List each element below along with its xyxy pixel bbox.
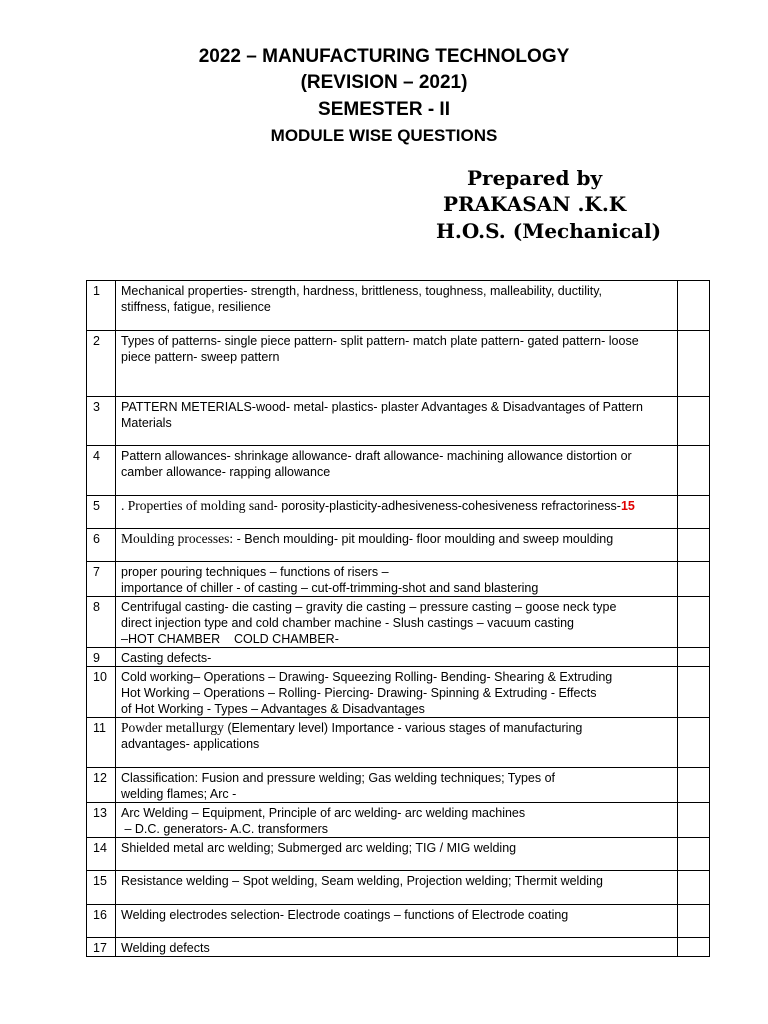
question-cell	[116, 871, 678, 905]
blank-cell	[678, 768, 710, 803]
table-row	[87, 281, 710, 331]
question-line: Materials	[121, 416, 172, 430]
question-cell	[116, 718, 678, 768]
question-line: Classification: Fusion and pressure welding; Gas welding techniques; Types of	[121, 771, 556, 785]
question-line: Mechanical properties- strength, hardness, brittleness, toughness, malleability, ductility,	[121, 284, 603, 298]
marks-value: 15	[620, 499, 635, 513]
table-row	[87, 397, 710, 446]
question-cell	[116, 803, 678, 838]
question-line: advantages- applications	[121, 737, 260, 751]
blank-cell	[678, 597, 710, 648]
question-cell	[116, 562, 678, 597]
question-text: (Elementary level) Importance - various stages of manufacturing	[223, 721, 583, 735]
blank-cell	[678, 562, 710, 597]
question-line: – D.C. generators- A.C. transformers	[121, 822, 329, 836]
row-number: 12	[87, 768, 116, 803]
row-number: 6	[87, 529, 116, 562]
question-line: PATTERN METERIALS-wood- metal- plastics- plaster Advantages & Disadvantages of Pattern	[121, 400, 643, 414]
question-line: –HOT CHAMBER COLD CHAMBER-	[121, 632, 339, 646]
question-cell	[116, 331, 678, 397]
author-name: PRAKASAN .K.K	[443, 192, 627, 216]
blank-cell	[678, 871, 710, 905]
row-number: 17	[87, 938, 116, 957]
table-row	[87, 803, 710, 838]
blank-cell	[678, 496, 710, 529]
row-number: 8	[87, 597, 116, 648]
question-line: Welding defects	[121, 941, 210, 955]
blank-cell	[678, 938, 710, 957]
question-line: importance of chiller - of casting – cut-off-trimming-shot and sand blastering	[121, 581, 539, 595]
module-questions-table	[86, 280, 710, 957]
row-number: 15	[87, 871, 116, 905]
row-number: 3	[87, 397, 116, 446]
blank-cell	[678, 331, 710, 397]
question-line: camber allowance- rapping allowance	[121, 465, 331, 479]
question-cell	[116, 667, 678, 718]
table-row	[87, 648, 710, 667]
blank-cell	[678, 281, 710, 331]
row-number: 10	[87, 667, 116, 718]
table-row	[87, 496, 710, 529]
question-heading: Powder metallurgy	[121, 720, 224, 735]
semester-label: SEMESTER - II	[318, 99, 450, 120]
question-text: - porosity-plasticity-adhesiveness-cohesiveness refractoriness-	[273, 499, 621, 513]
question-cell	[116, 838, 678, 871]
row-number: 2	[87, 331, 116, 397]
table-row	[87, 768, 710, 803]
question-line: Cold working– Operations – Drawing- Squeezing Rolling- Bending- Shearing & Extruding	[121, 670, 613, 684]
table-row	[87, 871, 710, 905]
table-row	[87, 718, 710, 768]
table-row	[87, 667, 710, 718]
prepared-by-label: Prepared by	[467, 166, 603, 190]
question-line: stiffness, fatigue, resilience	[121, 300, 271, 314]
table-row	[87, 905, 710, 938]
question-cell	[116, 938, 678, 957]
table-row	[87, 446, 710, 496]
document-title: 2022 – MANUFACTURING TECHNOLOGY	[198, 46, 570, 67]
row-number: 14	[87, 838, 116, 871]
row-number: 4	[87, 446, 116, 496]
row-number: 1	[87, 281, 116, 331]
question-line: Centrifugal casting- die casting – gravity die casting – pressure casting – goose neck type	[121, 600, 617, 614]
blank-cell	[678, 803, 710, 838]
question-cell	[116, 648, 678, 667]
subtitle: MODULE WISE QUESTIONS	[270, 126, 498, 145]
row-number: 5	[87, 496, 116, 529]
author-designation: H.O.S. (Mechanical)	[436, 219, 662, 243]
question-line: direct injection type and cold chamber machine - Slush castings – vacuum casting	[121, 616, 575, 630]
blank-cell	[678, 718, 710, 768]
question-line: Resistance welding – Spot welding, Seam welding, Projection welding; Thermit welding	[121, 874, 603, 888]
table-row	[87, 331, 710, 397]
blank-cell	[678, 397, 710, 446]
question-line: Welding electrodes selection- Electrode coatings – functions of Electrode coating	[121, 908, 569, 922]
question-line: Arc Welding – Equipment, Principle of arc welding- arc welding machines	[121, 806, 526, 820]
row-number: 16	[87, 905, 116, 938]
row-number: 7	[87, 562, 116, 597]
table-row	[87, 597, 710, 648]
question-line: piece pattern- sweep pattern	[121, 350, 280, 364]
question-line: Casting defects-	[121, 651, 212, 665]
table-row	[87, 838, 710, 871]
blank-cell	[678, 529, 710, 562]
table-row	[87, 529, 710, 562]
question-line: Hot Working – Operations – Rolling- Piercing- Drawing- Spinning & Extruding - Effects	[121, 686, 597, 700]
blank-cell	[678, 905, 710, 938]
question-line: proper pouring techniques – functions of risers –	[121, 565, 389, 579]
blank-cell	[678, 838, 710, 871]
row-number: 11	[87, 718, 116, 768]
row-number: 13	[87, 803, 116, 838]
question-cell	[116, 397, 678, 446]
question-line: of Hot Working - Types – Advantages & Disadvantages	[121, 702, 425, 716]
row-number: 9	[87, 648, 116, 667]
question-line: Pattern allowances- shrinkage allowance- draft allowance- machining allowance distortion or	[121, 449, 632, 463]
question-heading: . Properties of molding sand	[121, 498, 274, 513]
question-cell	[116, 496, 678, 529]
question-heading: Moulding processes:	[121, 531, 234, 546]
table-row	[87, 938, 710, 957]
table-row	[87, 562, 710, 597]
question-cell	[116, 281, 678, 331]
blank-cell	[678, 446, 710, 496]
question-text: - Bench moulding- pit moulding- floor moulding and sweep moulding	[233, 532, 614, 546]
question-cell	[116, 768, 678, 803]
question-cell	[116, 905, 678, 938]
question-cell	[116, 446, 678, 496]
revision-label: (REVISION – 2021)	[300, 72, 468, 93]
question-cell	[116, 597, 678, 648]
question-line: Shielded metal arc welding; Submerged arc welding; TIG / MIG welding	[121, 841, 517, 855]
blank-cell	[678, 667, 710, 718]
question-cell	[116, 529, 678, 562]
question-line: welding flames; Arc -	[121, 787, 237, 801]
question-line: Types of patterns- single piece pattern- split pattern- match plate pattern- gated pattern- loose	[121, 334, 639, 348]
blank-cell	[678, 648, 710, 667]
